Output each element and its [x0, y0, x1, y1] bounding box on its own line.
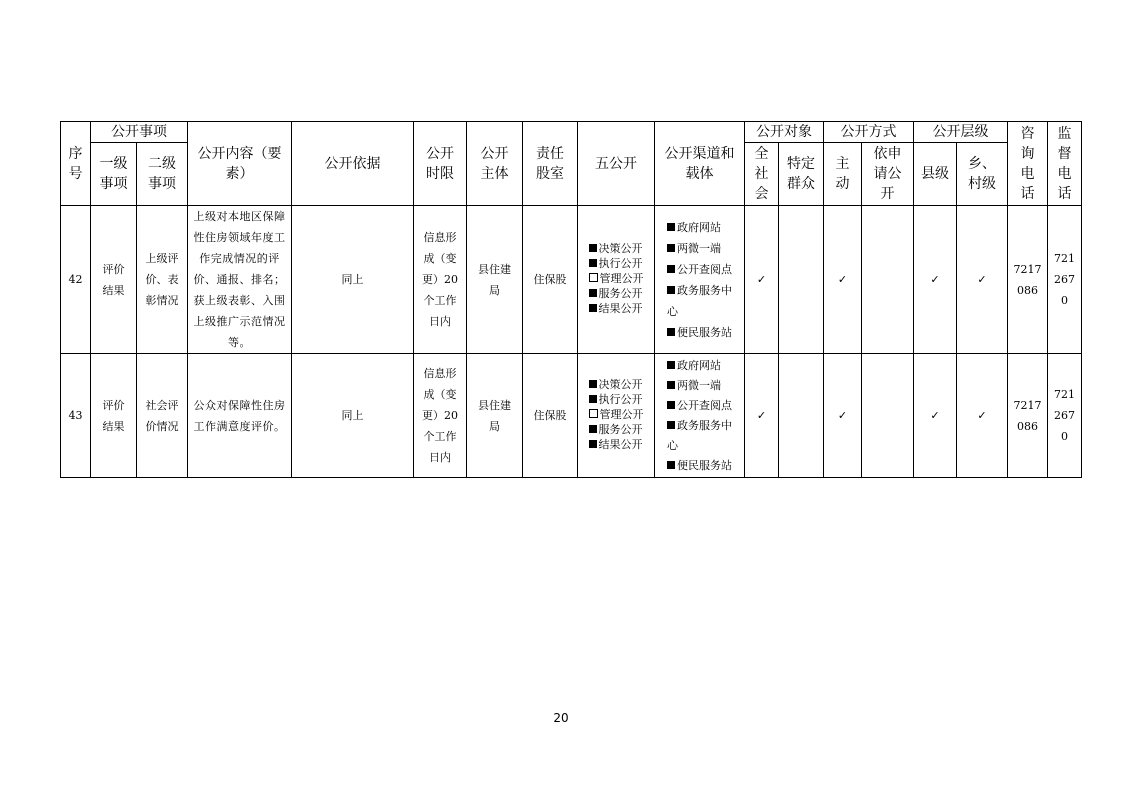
row-level1: 评价 结果 — [91, 354, 137, 478]
row-time: 信息形 成（变 更）20 个工作 日内 — [414, 354, 467, 478]
row-basis: 同上 — [292, 354, 414, 478]
checked-box-icon — [589, 440, 597, 448]
table-row — [61, 206, 1082, 354]
header-method-group: 公开方式 — [824, 122, 914, 143]
checked-box-icon — [667, 244, 675, 252]
header-time: 公开 时限 — [414, 122, 467, 206]
header-content: 公开内容（要素） — [188, 122, 292, 206]
checked-box-icon — [667, 265, 675, 273]
checked-box-icon — [667, 461, 675, 469]
row-content: 公众对保障性住房工作满意度评价。 — [188, 354, 292, 478]
checked-box-icon — [667, 223, 675, 231]
row-level1: 评价 结果 — [91, 206, 137, 354]
row-basis: 同上 — [292, 206, 414, 354]
header-level-group: 公开层级 — [914, 122, 1008, 143]
list-item: 便民服务站 — [667, 322, 732, 343]
header-consult: 咨 询 电 话 — [1008, 122, 1048, 206]
row-level2: 上级评 价、表 彰情况 — [137, 206, 188, 354]
header-supervise: 监 督 电 话 — [1048, 122, 1082, 206]
list-item: 执行公开 — [589, 392, 644, 407]
list-item: 两微一端 — [667, 238, 732, 259]
header-level1: 一级 事项 — [91, 143, 137, 206]
header-items-group: 公开事项 — [91, 122, 188, 143]
list-item: 公开查阅点 — [667, 396, 732, 416]
list-item: 服务公开 — [589, 286, 644, 301]
disclosure-table — [60, 121, 1082, 478]
checked-box-icon — [667, 381, 675, 389]
row-time: 信息形 成（变 更）20 个工作 日内 — [414, 206, 467, 354]
row-target-all: ✓ — [745, 354, 779, 478]
row-five — [578, 206, 655, 354]
row-consult-phone: 7217 086 — [1008, 354, 1048, 478]
row-supervise-phone: 721 267 0 — [1048, 206, 1082, 354]
list-item-wrap: 心 — [667, 438, 678, 452]
list-item: 政务服务中 — [667, 280, 732, 301]
row-level2: 社会评 价情况 — [137, 354, 188, 478]
list-item: 政府网站 — [667, 356, 732, 376]
row-office: 住保股 — [523, 206, 578, 354]
list-item: 决策公开 — [589, 377, 644, 392]
header-method-active: 主 动 — [824, 143, 862, 206]
table-row — [61, 354, 1082, 478]
row-content: 上级对本地区保障性住房领域年度工作完成情况的评价、通报、排名；获上级表彰、入围上级推广示范情况等。 — [188, 206, 292, 354]
row-channels — [655, 354, 745, 478]
header-basis: 公开依据 — [292, 122, 414, 206]
list-item: 服务公开 — [589, 422, 644, 437]
row-method-active: ✓ — [824, 354, 862, 478]
row-target-specific — [779, 354, 824, 478]
checked-box-icon — [589, 395, 597, 403]
checked-box-icon — [667, 401, 675, 409]
row-five — [578, 354, 655, 478]
checked-box-icon — [589, 244, 597, 252]
row-consult-phone: 7217 086 — [1008, 206, 1048, 354]
list-item: 执行公开 — [589, 256, 644, 271]
header-subject: 公开 主体 — [467, 122, 523, 206]
row-target-specific — [779, 206, 824, 354]
list-item: 管理公开 — [589, 407, 644, 422]
row-level-county: ✓ — [914, 206, 957, 354]
row-office: 住保股 — [523, 354, 578, 478]
header-level2: 二级 事项 — [137, 143, 188, 206]
row-channels — [655, 206, 745, 354]
row-level-county: ✓ — [914, 354, 957, 478]
header-method-request: 依申 请公 开 — [862, 143, 914, 206]
checked-box-icon — [589, 425, 597, 433]
header-target-all: 全 社 会 — [745, 143, 779, 206]
list-item: 便民服务站 — [667, 456, 732, 476]
list-item: 结果公开 — [589, 437, 644, 452]
header-target-group: 公开对象 — [745, 122, 824, 143]
header-five: 五公开 — [578, 122, 655, 206]
checked-box-icon — [667, 286, 675, 294]
list-item: 两微一端 — [667, 376, 732, 396]
unchecked-box-icon — [589, 409, 598, 418]
row-subject: 县住建 局 — [467, 206, 523, 354]
list-item-wrap: 心 — [667, 304, 678, 318]
list-item: 政务服务中 — [667, 416, 732, 436]
unchecked-box-icon — [589, 273, 598, 282]
header-channel: 公开渠道和 载体 — [655, 122, 745, 206]
list-item: 政府网站 — [667, 217, 732, 238]
row-subject: 县住建 局 — [467, 354, 523, 478]
header-level-county: 县级 — [914, 143, 957, 206]
list-item: 结果公开 — [589, 301, 644, 316]
page-number: 20 — [553, 711, 569, 725]
header-seq: 序 号 — [61, 122, 91, 206]
header-target-specific: 特定 群众 — [779, 143, 824, 206]
row-method-request — [862, 206, 914, 354]
row-supervise-phone: 721 267 0 — [1048, 354, 1082, 478]
row-method-request — [862, 354, 914, 478]
header-office: 责任 股室 — [523, 122, 578, 206]
row-method-active: ✓ — [824, 206, 862, 354]
row-level-township: ✓ — [957, 354, 1008, 478]
list-item: 决策公开 — [589, 241, 644, 256]
list-item: 管理公开 — [589, 271, 644, 286]
list-item: 公开查阅点 — [667, 259, 732, 280]
checked-box-icon — [589, 380, 597, 388]
header-level-township: 乡、 村级 — [957, 143, 1008, 206]
row-target-all: ✓ — [745, 206, 779, 354]
checked-box-icon — [589, 304, 597, 312]
row-seq: 42 — [61, 206, 91, 354]
row-seq: 43 — [61, 354, 91, 478]
checked-box-icon — [589, 259, 597, 267]
checked-box-icon — [667, 421, 675, 429]
checked-box-icon — [589, 289, 597, 297]
checked-box-icon — [667, 328, 675, 336]
checked-box-icon — [667, 361, 675, 369]
row-level-township: ✓ — [957, 206, 1008, 354]
